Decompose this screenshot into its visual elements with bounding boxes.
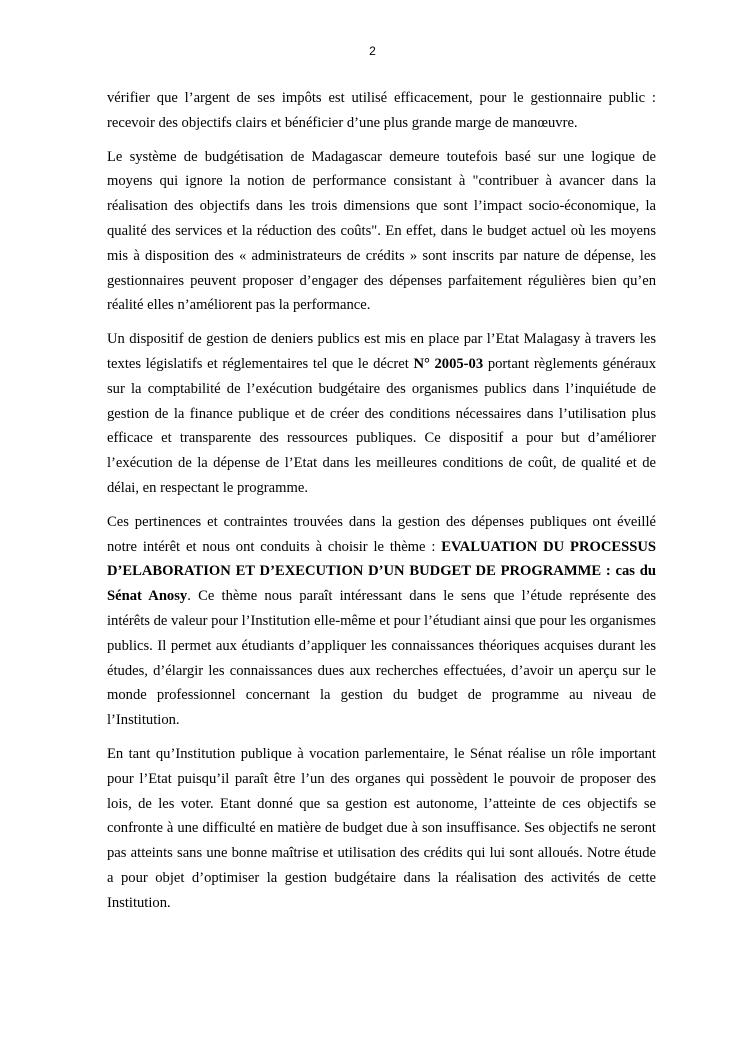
- paragraph-1: vérifier que l’argent de ses impôts est utilisé efficacement, pour le gestionnaire public : recevoir des objectifs clairs et bénéficier d’une plus grande marge de manœuvre.: [107, 90, 656, 131]
- thesis-theme: EVALUATION DU PROCESSUS D’ELABORATION ET D’EXECUTION D’UN BUDGET DE PROGRAMME : cas du Sénat Anosy: [107, 538, 656, 605]
- page-number: 2: [369, 44, 376, 58]
- paragraph-4-text-end: . Ce thème nous paraît intéressant dans le sens que l’étude représente des intérêts de valeur pour l’Institution elle-même et pour l’étudiant ainsi que pour les organismes publics. Il permet aux étudiants d’appliquer les connaissances théoriques acquises durant les études, d’élargir les connaissances dues aux recherches effectuées, d’avoir un aperçu sur le monde professionnel concernant la gestion du budget de programme au niveau de l’Institution.: [107, 588, 656, 729]
- paragraph-5: En tant qu’Institution publique à vocation parlementaire, le Sénat réalise un rôle important pour l’Etat puisqu’il paraît être l’un des organes qui possèdent le pouvoir de proposer des lois, de les voter. Etant donné que sa gestion est autonome, l’atteinte de ces objectifs se confronte à une difficulté en matière de budget due à son insuffisance. Ses objectifs ne seront pas atteints sans une bonne maîtrise et utilisation des crédits qui lui sont alloués. Notre étude a pour objet d’optimiser la gestion budgétaire dans la réalisation des activités de cette Institution.: [107, 745, 656, 911]
- paragraph-4: [107, 510, 656, 733]
- decree-number: N° 2005-03: [413, 355, 484, 372]
- paragraph-3-text-start: Un dispositif de gestion de deniers publics est mis en place par l’Etat Malagasy à travers les textes législatifs et réglementaires tel que le décret: [107, 331, 656, 372]
- document-body: [107, 86, 656, 925]
- paragraph-3: [107, 327, 656, 501]
- paragraph-4-text-start: Ces pertinences et contraintes trouvées dans la gestion des dépenses publiques ont éveillé notre intérêt et nous ont conduits à choisir le thème :: [107, 513, 656, 555]
- paragraph-2: Le système de budgétisation de Madagascar demeure toutefois basé sur une logique de moyens qui ignore la notion de performance consistant à "contribuer à avancer dans la réalisation des objectifs dans les trois dimensions que sont l’impact socio-économique, la qualité des services et la réduction des coûts". En effet, dans le budget actuel où les moyens mis à disposition des « administrateurs de crédits » sont inscrits par nature de dépense, les gestionnaires peuvent proposer d’engager des dépenses parfaitement régulières bien qu’en réalité elles n’améliorent pas la performance.: [107, 148, 656, 314]
- paragraph-3-text-end: portant règlements généraux sur la comptabilité de l’exécution budgétaire des organismes publics dans l’inquiétude de gestion de la finance publique et de créer des conditions nécessaires dans l’utilisation plus efficace et transparente des ressources publiques. Ce dispositif a pour but d’améliorer l’exécution de la dépense de l’Etat dans les meilleures conditions de coût, de qualité et de délai, en respectant le programme.: [107, 355, 657, 496]
